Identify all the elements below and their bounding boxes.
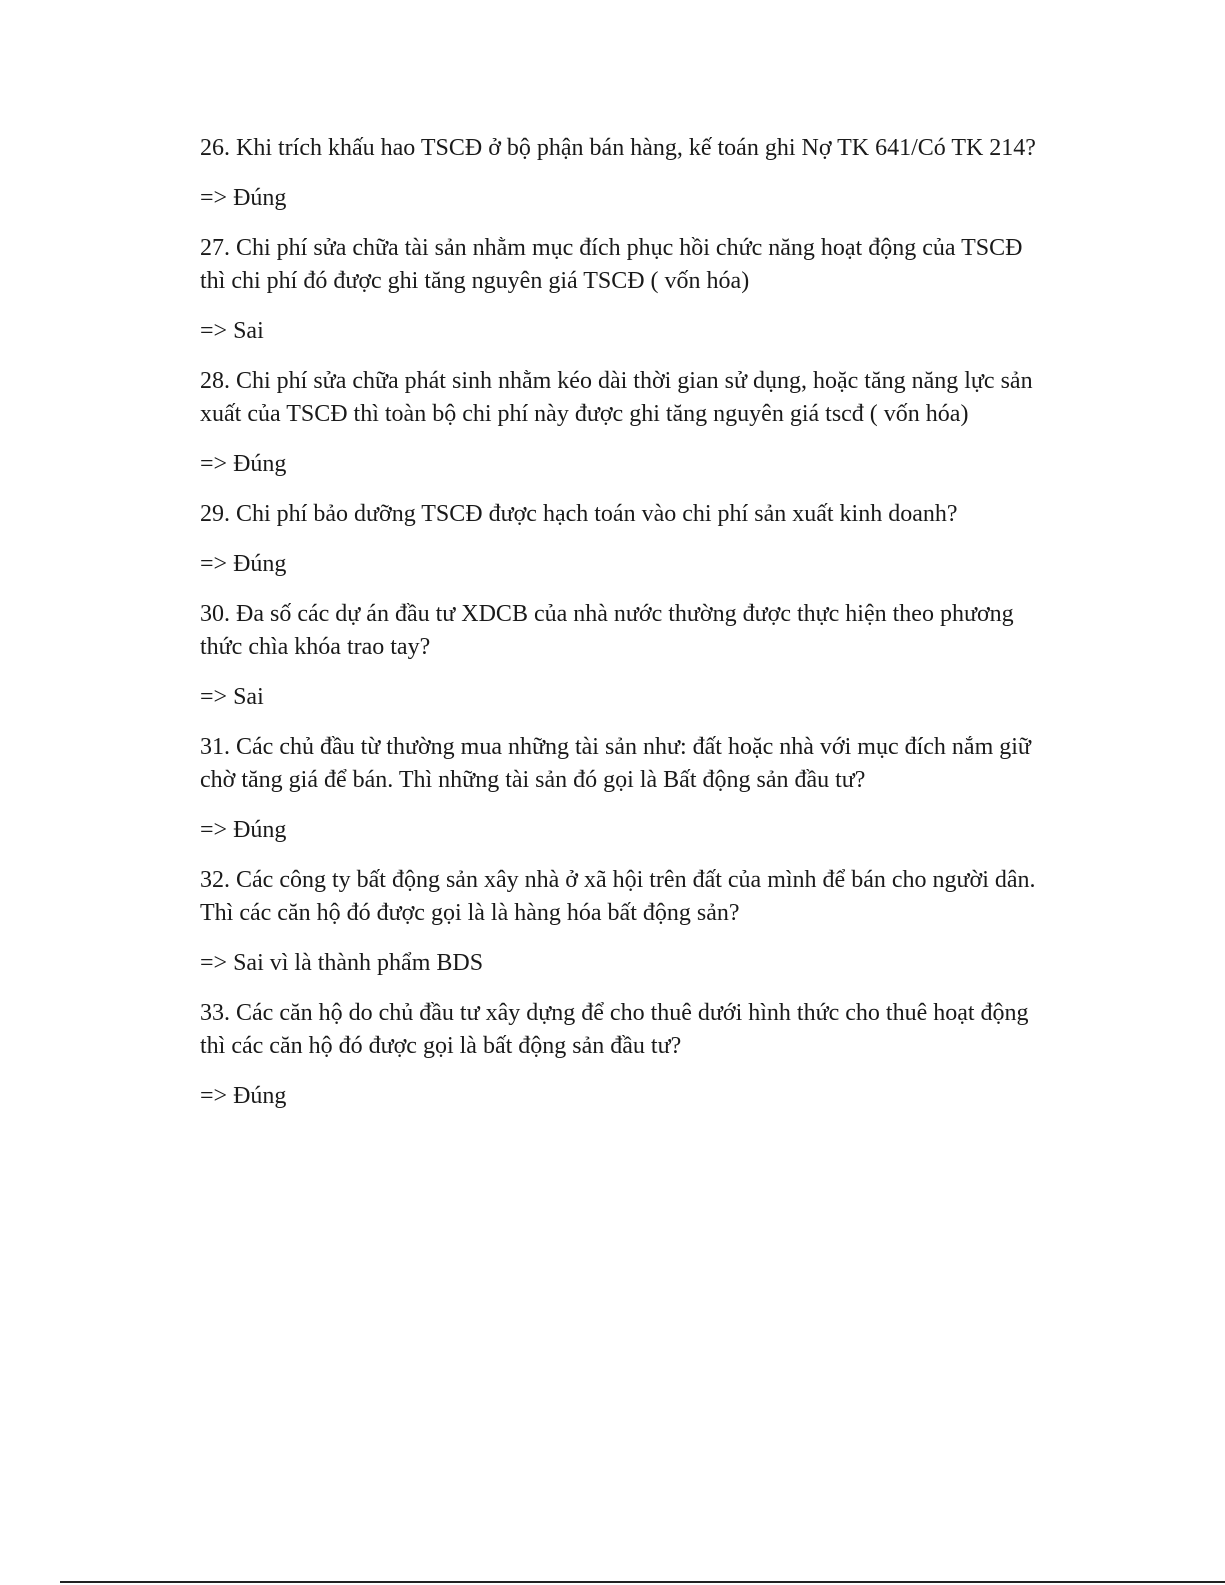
qa-item-26 (200, 132, 1050, 215)
qa-item-30 (200, 598, 1050, 714)
answer-text: => Sai (200, 318, 264, 344)
question-text: 26. Khi trích khấu hao TSCĐ ở bộ phận bán hàng, kế toán ghi Nợ TK 641/Có TK 214? (200, 135, 1036, 161)
question-text: 33. Các căn hộ do chủ đầu tư xây dựng để cho thuê dưới hình thức cho thuê hoạt động thì các căn hộ đó được gọi là bất động sản đầu tư? (200, 1000, 1029, 1059)
qa-item-29 (200, 498, 1050, 581)
answer-text: => Đúng (200, 551, 287, 577)
qa-item-32 (200, 864, 1050, 980)
question-text: 27. Chi phí sửa chữa tài sản nhằm mục đích phục hồi chức năng hoạt động của TSCĐ thì chi phí đó được ghi tăng nguyên giá TSCĐ ( vốn hóa) (200, 235, 1023, 294)
question-text: 32. Các công ty bất động sản xây nhà ở xã hội trên đất của mình để bán cho người dân. Thì các căn hộ đó được gọi là là hàng hóa bất động sản? (200, 867, 1036, 926)
question-text: 30. Đa số các dự án đầu tư XDCB của nhà nước thường được thực hiện theo phương thức chìa khóa trao tay? (200, 601, 1014, 660)
answer-text: => Đúng (200, 1083, 287, 1109)
qa-item-31 (200, 731, 1050, 847)
qa-item-33 (200, 997, 1050, 1113)
answer-text: => Đúng (200, 817, 287, 843)
answer-text: => Đúng (200, 185, 287, 211)
answer-text: => Đúng (200, 451, 287, 477)
answer-text: => Sai vì là thành phẩm BDS (200, 950, 484, 976)
page-bottom-divider (60, 1581, 1225, 1583)
qa-item-28 (200, 365, 1050, 481)
question-text: 29. Chi phí bảo dưỡng TSCĐ được hạch toán vào chi phí sản xuất kinh doanh? (200, 501, 958, 527)
qa-item-27 (200, 232, 1050, 348)
question-text: 31. Các chủ đầu từ thường mua những tài sản như: đất hoặc nhà với mục đích nắm giữ chờ tăng giá để bán. Thì những tài sản đó gọi là Bất động sản đầu tư? (200, 734, 1031, 793)
question-text: 28. Chi phí sửa chữa phát sinh nhằm kéo dài thời gian sử dụng, hoặc tăng năng lực sản xuất của TSCĐ thì toàn bộ chi phí này được ghi tăng nguyên giá tscđ ( vốn hóa) (200, 368, 1033, 427)
qa-list (200, 132, 1050, 1130)
answer-text: => Sai (200, 684, 264, 710)
